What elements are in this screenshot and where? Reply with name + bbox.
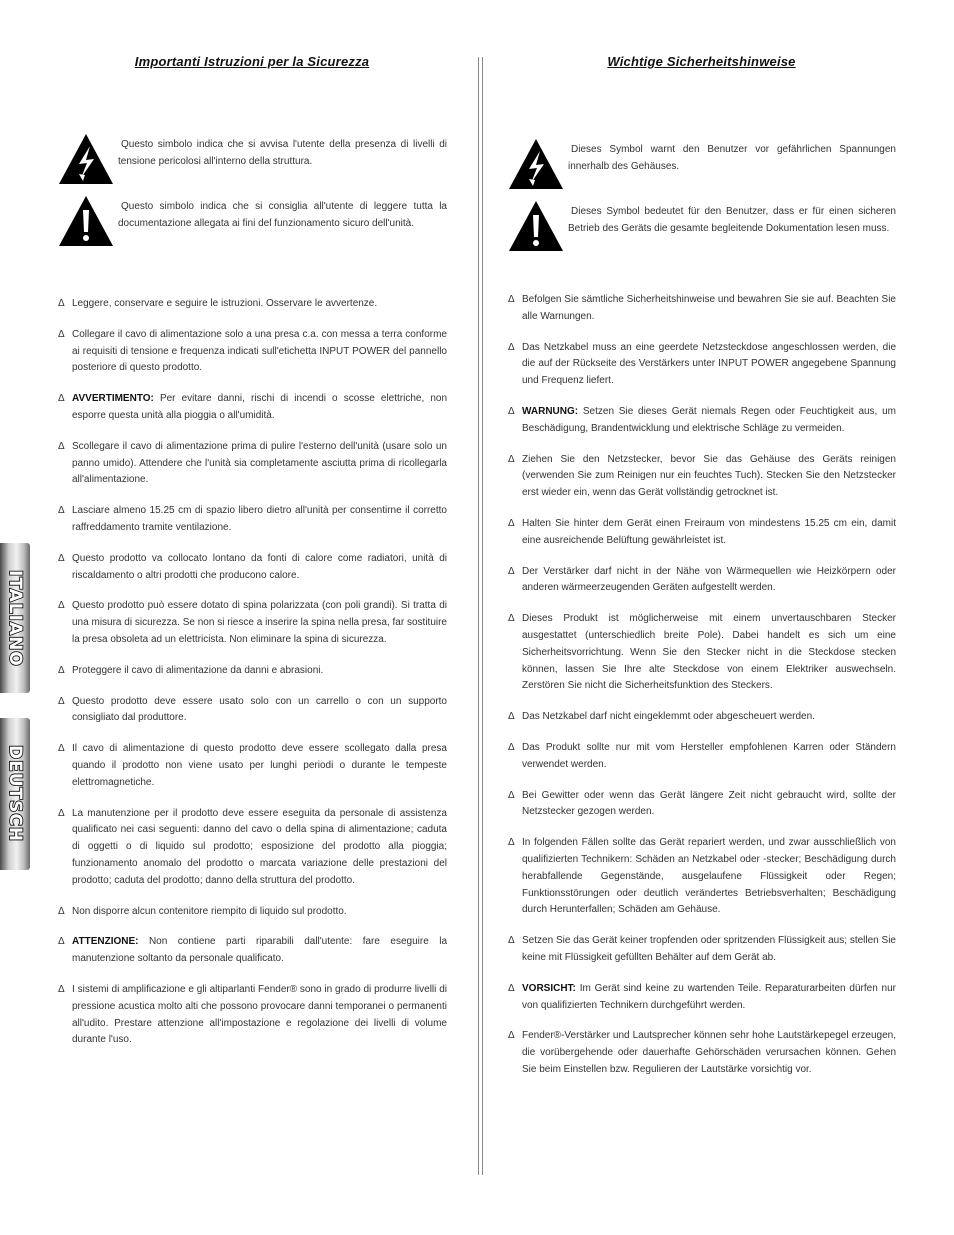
symbol-row-lightning <box>507 137 896 199</box>
list-item: Δ Non disporre alcun contenitore riempito di liquido sul prodotto. <box>58 905 347 917</box>
list-item: Δ Halten Sie hinter dem Gerät einen Freiraum von mindestens 15.25 cm ein, damit eine ausreichende Belüftung gewährleistet ist. <box>508 517 896 546</box>
section-title: Wichtige Sicherheitshinweise <box>607 54 796 69</box>
list-item: Δ Proteggere il cavo di alimentazione da danni e abrasioni. <box>58 664 324 676</box>
list-item: Δ Collegare il cavo di alimentazione solo a una presa c.a. con messa a terra conforme ai requisiti di tensione e frequenza indicati sull'etichetta INPUT POWER del pannello posteriore di questo prodotto. <box>58 328 447 374</box>
language-tab-deutsch[interactable] <box>0 718 30 870</box>
list-item: Δ WARNUNG: Setzen Sie dieses Gerät niemals Regen oder Feuchtigkeit aus, um Beschädigung, Brandentwicklung und elektrische Schläge zu vermeiden. <box>508 405 897 434</box>
list-item: Δ Das Produkt sollte nur mit vom Hersteller empfohlenen Karren oder Ständern verwendet werden. <box>508 741 896 770</box>
safety-instruction-list <box>507 292 896 1079</box>
symbol-description: Dieses Symbol bedeutet für den Benutzer, dass er für einen sicheren Betrieb des Geräts die gesamte begleitende Dokumentation lesen muss. <box>568 206 896 234</box>
list-item: Δ ATTENZIONE: Non contiene parti riparabili dall'utente: fare eseguire la manutenzione soltanto da personale qualificato. <box>58 936 448 965</box>
list-item: Δ In folgenden Fällen sollte das Gerät repariert werden, und zwar ausschließlich von qualifizierten Technikern: Schäden an Netzkabel oder -stecker; Beschädigung durch herabfallende Gegenstände, ausgelaufene Flüssigkeit oder Regen; Funktionsstörungen oder deutlich verändertes Betriebsverhalten; Beschädigung durch Herunterfallen; Schäden am Gehäuse. <box>508 837 896 916</box>
list-item: Δ VORSICHT: Im Gerät sind keine zu wartenden Teile. Reparaturarbeiten dürfen nur von qualifizierten Technikern durchgeführt werden. <box>508 982 896 1011</box>
german-column <box>507 54 896 1079</box>
list-item: Δ Ziehen Sie den Netzstecker, bevor Sie das Gehäuse des Geräts reinigen (verwenden Sie zum Reinigen nur ein feuchtes Tuch). Stecken Sie den Netzstecker erst wieder ein, wenn das Gerät vollständig getrocknet ist. <box>508 453 896 499</box>
column-divider-left <box>478 57 479 1175</box>
symbol-row-lightning <box>57 132 447 194</box>
list-item: Δ Questo prodotto va collocato lontano da fonti di calore come radiatori, unità di riscaldamento o altri prodotti che producono calore. <box>58 552 447 581</box>
lightning-warning-icon <box>507 137 565 191</box>
symbol-row-exclamation <box>507 199 896 261</box>
symbol-description: Questo simbolo indica che si avvisa l'utente della presenza di livelli di tensione pericolosi all'interno della struttura. <box>118 139 447 167</box>
list-item: Δ La manutenzione per il prodotto deve essere eseguita da personale di assistenza qualificato nei casi seguenti: danno del cavo o della spina di alimentazione; caduta di oggetti o di liquido sul prodotto; esposizione del prodotto alla pioggia; funzionamento anomalo del prodotto o marcata variazione delle prestazioni del prodotto; caduta del prodotto; danno della struttura del prodotto. <box>58 807 447 886</box>
list-item: Δ Befolgen Sie sämtliche Sicherheitshinweise und bewahren Sie sie auf. Beachten Sie alle Warnungen. <box>508 294 896 322</box>
symbol-row-exclamation <box>57 194 447 256</box>
warning-label: ATTENZIONE: <box>72 936 139 948</box>
list-item: Δ Der Verstärker darf nicht in der Nähe von Wärmequellen wie Heizkörpern oder anderen wärmeerzeugenden Geräten aufgestellt werden. <box>508 565 896 594</box>
section-title: Importanti Istruzioni per la Sicurezza <box>134 54 370 69</box>
warning-label: AVVERTIMENTO: <box>72 393 154 405</box>
list-item: Δ Il cavo di alimentazione di questo prodotto deve essere scollegato dalla presa quando il prodotto non viene usato per lunghi periodi o durante le tempeste elettromagnetiche. <box>58 743 447 788</box>
list-item: Δ Bei Gewitter oder wenn das Gerät längere Zeit nicht gebraucht wird, sollte der Netzstecker gezogen werden. <box>508 789 896 818</box>
warning-label: VORSICHT: <box>522 982 576 994</box>
lightning-warning-icon <box>57 132 115 186</box>
column-divider-right <box>482 57 483 1175</box>
list-item: Δ I sistemi di amplificazione e gli altiparlanti Fender® sono in grado di produrre livelli di pressione acustica molto alti che possono provocare danni temporanei o permanenti all'udito. Prestare attenzione all'impostazione e regolazione dei livelli di volume durante l'uso. <box>58 983 447 1046</box>
list-item: Δ Lasciare almeno 15.25 cm di spazio libero dietro all'unità per consentirne il corretto raffreddamento tramite ventilazione. <box>58 505 447 533</box>
exclamation-warning-icon <box>57 194 115 248</box>
list-item: Δ Scollegare il cavo di alimentazione prima di pulire l'esterno dell'unità (usare solo un panno umido). Attendere che l'unità sia completamente asciutta prima di ricollegarla all'alimentazione. <box>58 440 447 486</box>
list-item: Δ Questo prodotto può essere dotato di spina polarizzata (con poli grandi). Si tratta di una misura di sicurezza. Se non si riesce a inserire la spina nella presa, far sostituire la presa obsoleta ad un elettricista. Non eliminare la spina di sicurezza. <box>58 600 447 645</box>
language-tab-italiano[interactable] <box>0 543 30 693</box>
warning-label: WARNUNG: <box>522 405 579 417</box>
list-item: Δ AVVERTIMENTO: Per evitare danni, rischi di incendi o scosse elettriche, non esporre questa unità alla pioggia o all'umidità. <box>58 393 448 421</box>
safety-instruction-list <box>57 296 447 1049</box>
language-tab-label: ITALIANO <box>5 569 25 667</box>
list-item: Δ Setzen Sie das Gerät keiner tropfenden oder spritzenden Flüssigkeit aus; stellen Sie keine mit Flüssigkeit gefüllten Behälter auf dem Gerät ab. <box>508 935 896 963</box>
list-item: Δ Das Netzkabel muss an eine geerdete Netzsteckdose angeschlossen werden, die die auf der Rückseite des Verstärkers unter INPUT POWER angegebene Spannung und Frequenz liefert. <box>508 341 896 387</box>
list-item: Δ Das Netzkabel darf nicht eingeklemmt oder abgescheuert werden. <box>508 711 815 723</box>
list-item: Δ Dieses Produkt ist möglicherweise mit einem unvertauschbaren Stecker ausgestattet (unterschiedlich breite Pole). Dabei handelt es sich um eine Sicherheitsvorrichtung. Wenn Sie den Stecker nicht in die Steckdose stecken können, lassen Sie Ihre alte Steckdose von einem Elektriker auswechseln. Zerstören Sie nicht die Sicherheitsfunktion des Steckers. <box>508 613 896 692</box>
list-item: Δ Fender®-Verstärker und Lautsprecher können sehr hohe Lautstärkepegel erzeugen, die vorübergehende oder dauerhafte Gehörschäden verursachen können. Gehen Sie beim Einstellen bzw. Regulieren der Lautstärke vorsichtig vor. <box>508 1030 896 1075</box>
language-tab-label: DEUTSCH <box>5 745 25 843</box>
symbol-description: Questo simbolo indica che si consiglia all'utente di leggere tutta la documentazione allegata ai fini del funzionamento sicuro dell'unità. <box>118 201 447 229</box>
exclamation-warning-icon <box>507 199 565 253</box>
symbol-description: Dieses Symbol warnt den Benutzer vor gefährlichen Spannungen innerhalb des Gehäuses. <box>568 144 896 172</box>
italian-column <box>57 54 447 1049</box>
list-item: Δ Leggere, conservare e seguire le istruzioni. Osservare le avvertenze. <box>58 298 378 309</box>
list-item: Δ Questo prodotto deve essere usato solo con un carrello o con un supporto consigliato dal produttore. <box>58 695 447 724</box>
